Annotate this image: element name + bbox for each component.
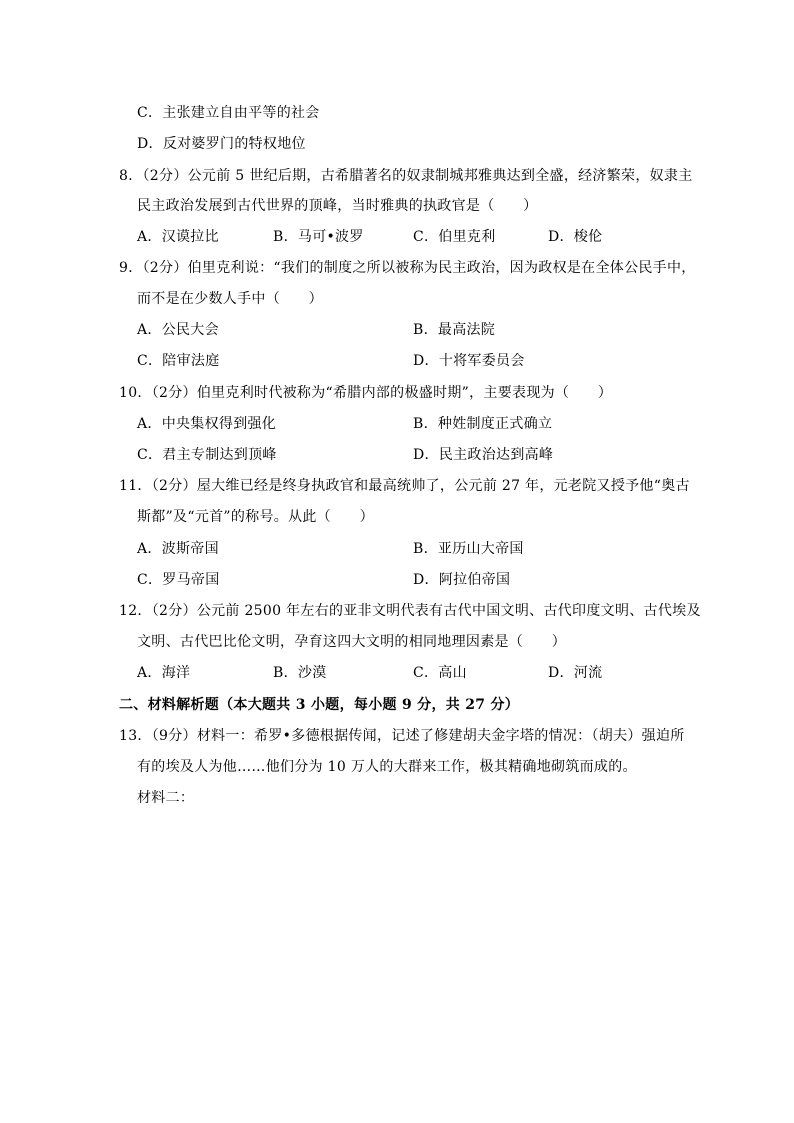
q13-stem-line1: 13．（9分）材料一：希罗•多德根据传闻，记述了修建胡夫金字塔的情况：（胡夫）强迫所 [119,728,685,744]
q12-option-a: A．海洋 [137,665,191,681]
q11-option-c: C．罗马帝国 [137,572,220,588]
q9-stem-line2: 而不是在少数人手中（ ） [137,291,323,307]
q10-option-b: B．种姓制度正式确立 [413,416,553,432]
q11-stem-line1: 11．（2分）屋大维已经是终身执政官和最高统帅了，公元前 27 年，元老院又授予他“奥古 [119,478,690,494]
q9-option-c: C．陪审法庭 [137,353,220,369]
q9-stem-line1: 9．（2分）伯里克利说：“我们的制度之所以被称为民主政治，因为政权是在全体公民手中， [119,260,696,276]
q8-option-d: D．梭伦 [548,229,603,245]
q8-option-c: C．伯里克利 [413,229,496,245]
q12-option-c: C．高山 [413,665,467,681]
q10-option-a: A．中央集权得到强化 [137,416,277,432]
q11-option-b: B．亚历山大帝国 [413,541,524,557]
q13-material2-label: 材料二： [137,790,195,806]
q10-option-c: C．君主专制达到顶峰 [137,447,277,463]
q9-option-a: A．公民大会 [137,322,219,338]
q7-option-c: C．主张建立自由平等的社会 [137,105,320,121]
q12-stem-line2: 文明、古代巴比伦文明，孕育这四大文明的相同地理因素是（ ） [137,634,566,650]
q10-option-d: D．民主政治达到高峰 [413,447,554,463]
q10-stem-line1: 10．（2分）伯里克利时代被称为“希腊内部的极盛时期”，主要表现为（ ） [119,385,613,401]
q9-option-d: D．十将军委员会 [413,353,525,369]
q8-option-b: B．马可•波罗 [273,229,364,245]
q8-option-a: A．汉谟拉比 [137,229,219,245]
q8-stem-line2: 民主政治发展到古代世界的顶峰，当时雅典的执政官是（ ） [137,198,538,214]
q11-option-d: D．阿拉伯帝国 [413,572,511,588]
q7-option-d: D．反对婆罗门的特权地位 [137,136,306,152]
q9-option-b: B．最高法院 [413,322,496,338]
section2-heading: 二、材料解析题（本大题共 3 小题，每小题 9 分，共 27 分） [119,697,520,713]
q12-option-d: D．河流 [548,665,603,681]
q12-option-b: B．沙漠 [273,665,327,681]
q12-stem-line1: 12．（2分）公元前 2500 年左右的亚非文明代表有古代中国文明、古代印度文明、古代埃及 [119,603,701,619]
q11-option-a: A．波斯帝国 [137,541,219,557]
q11-stem-line2: 斯都”及“元首”的称号。从此（ ） [137,509,374,525]
q13-stem-line2: 有的埃及人为他……他们分为 10 万人的大群来工作，极其精确地砌筑而成的。 [137,759,637,775]
q8-stem-line1: 8．（2分）公元前 5 世纪后期，古希腊著名的奴隶制城邦雅典达到全盛，经济繁荣，奴隶主 [119,168,693,184]
